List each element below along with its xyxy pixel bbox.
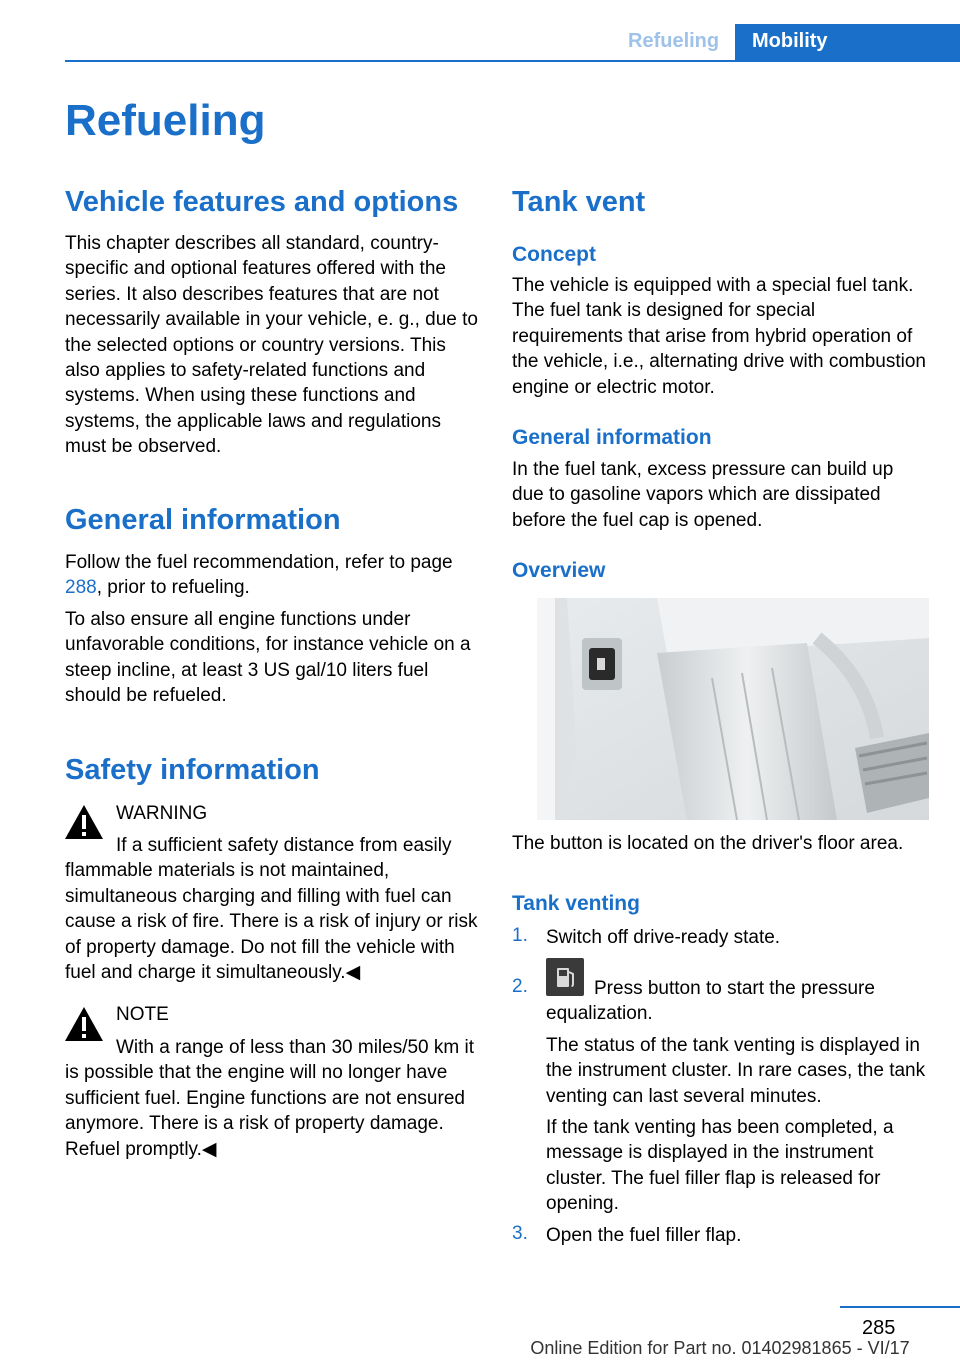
header-rule [65,60,960,62]
step2-detail-status: The status of the tank venting is displayed in the instrument cluster. In rare cases, the tank venting can last several minutes. [546,1035,926,1107]
warning-text: If a sufficient safety distance from easily flammable materials is not maintained, simultaneous charging and filling with fuel can cause a risk of fire. There is a risk of injury or risk of property damage. Do not fill the vehicle with fuel and charge it simultaneously.◀ [65,835,478,984]
header-chapter-label: Mobility [752,30,828,52]
tank-vent-heading: Tank vent [512,186,646,218]
note-label: NOTE [116,1004,169,1025]
warning-label: WARNING [116,803,208,824]
step-text: Open the fuel filler flap. [546,1225,742,1246]
step-number: 2. [512,976,528,997]
page-number: 285 [862,1317,896,1339]
concept-paragraph: The vehicle is equipped with a special fuel tank. The fuel tank is designed for special requirements that arise from hybrid operation of the vehicle, i.e., alternating drive with combustion engine or electric motor. [512,275,926,398]
general-heading-left: General information [65,504,341,536]
note-text: With a range of less than 30 miles/50 km it is possible that the engine will no longer have sufficient fuel. Engine functions are not ensured anymore. There is a risk of property damage. Refuel promptly.◀ [65,1037,474,1160]
driver-floor-photo [537,598,929,820]
overview-heading: Overview [512,559,606,582]
step-number: 3. [512,1223,528,1244]
photo-caption: The button is located on the driver's floor area. [512,833,904,854]
step-text: Press button to start the pressure equalization. [546,978,875,1025]
engine-functions-paragraph: To also ensure all engine functions under unfavorable conditions, for instance vehicle on a steep incline, at least 3 US gal/10 liters fuel should be refueled. [65,609,471,707]
features-paragraph: This chapter describes all standard, country-specific and optional features offered with the series. It also describes features that are not necessarily available in your vehicle, e. g., due to the selected options or country versions. This also applies to safety-related functions and systems. When using these functions and systems, the applicable laws and regulations must be observed. [65,233,478,458]
general-paragraph-right: In the fuel tank, excess pressure can build up due to gasoline vapors which are dissipated before the fuel cap is opened. [512,459,894,531]
features-heading: Vehicle features and options [65,186,459,218]
header-section-label: Refueling [628,30,720,52]
safety-heading: Safety information [65,754,320,786]
step-number: 1. [512,925,528,946]
concept-heading: Concept [512,243,596,266]
page-link[interactable]: 288 [65,577,97,599]
page-title: Refueling [65,96,266,145]
footer-rule [840,1306,960,1308]
step-text: Switch off drive-ready state. [546,927,781,948]
edition-note: Online Edition for Part no. 01402981865 - VI/17 [530,1338,910,1358]
general-heading-right: General information [512,426,712,449]
step2-detail-complete: If the tank venting has been completed, a message is displayed in the instrument cluster. The fuel filler flap is released for opening. [546,1117,894,1215]
tank-venting-heading: Tank venting [512,892,640,915]
fuel-recommendation-paragraph: Follow the fuel recommendation, refer to page 288, prior to refueling. [65,552,453,599]
